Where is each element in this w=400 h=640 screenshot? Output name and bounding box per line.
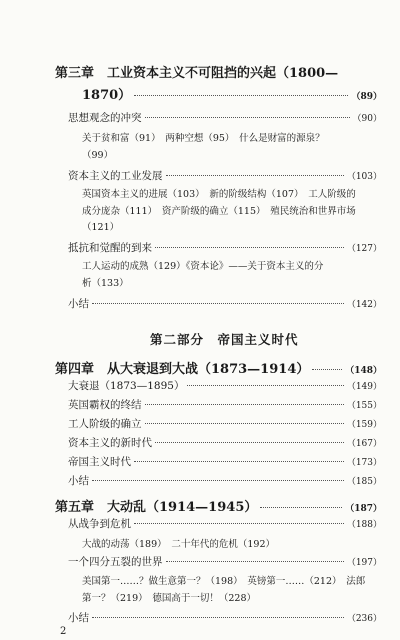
section-title: 资本主义的工业发展 xyxy=(68,170,163,182)
chapter-title: 第五章 大动乱（1914—1945） xyxy=(55,500,258,515)
section-title: 工人阶级的确立 xyxy=(68,418,142,430)
dot-leader xyxy=(260,507,342,508)
page-number: （89） xyxy=(351,92,382,102)
folio-page-number: 2 xyxy=(60,626,67,637)
chapter-5-entry xyxy=(55,496,382,515)
part-heading: 第二部分 帝国主义时代 xyxy=(150,332,299,347)
section-title: 帝国主义时代 xyxy=(68,456,131,468)
section-entry xyxy=(68,110,382,125)
chapter-3-entry xyxy=(82,84,382,103)
dot-leader xyxy=(187,385,343,386)
dot-leader xyxy=(155,247,344,248)
section-title: 一个四分五裂的世界 xyxy=(68,556,163,568)
section-entry xyxy=(68,435,382,450)
dot-leader xyxy=(92,480,344,481)
subsection-list: 大战的动荡（189） 二十年代的危机（192） xyxy=(82,539,276,550)
section-title: 大衰退（1873—1895） xyxy=(68,380,185,392)
dot-leader xyxy=(92,303,344,304)
section-title: 小结 xyxy=(68,612,89,624)
section-title: 抵抗和觉醒的到来 xyxy=(68,242,152,254)
subsection-list: 成分庞杂（111） 资产阶级的确立（115） 殖民统治和世界市场 xyxy=(82,206,356,217)
page-number: （187） xyxy=(345,504,382,514)
section-entry xyxy=(68,416,382,431)
dot-leader xyxy=(134,461,344,462)
section-title: 英国霸权的终结 xyxy=(68,399,142,411)
section-entry xyxy=(68,554,382,569)
chapter-4-entry xyxy=(55,358,382,377)
dot-leader xyxy=(134,95,348,96)
subsection-list: （121） xyxy=(82,222,120,233)
subsection-list: 美国第一……？做生意第一？（198） 英镑第一……（212） 法郎 xyxy=(82,576,366,587)
dot-leader xyxy=(145,423,344,424)
subsection-list: 关于贫和富（91） 两种空想（95） 什么是财富的源泉？ xyxy=(82,133,325,144)
page-number: （103） xyxy=(346,172,382,182)
chapter-3-title-line-1: 第三章 工业资本主义不可阻挡的兴起（1800— xyxy=(55,66,339,81)
dot-leader xyxy=(312,369,342,370)
dot-leader xyxy=(155,442,344,443)
section-entry xyxy=(68,296,382,311)
chapter-3-title-line-2: 1870） xyxy=(82,88,132,103)
dot-leader xyxy=(166,561,344,562)
dot-leader xyxy=(134,523,344,524)
page-number: （149） xyxy=(346,382,382,392)
page-number: （236） xyxy=(346,614,382,624)
chapter-title: 第四章 从大衰退到大战（1873—1914） xyxy=(55,362,310,377)
section-title: 从战争到危机 xyxy=(68,518,131,530)
section-entry xyxy=(68,168,382,183)
section-title: 小结 xyxy=(68,298,89,310)
section-entry xyxy=(68,378,382,393)
page-number: （127） xyxy=(346,244,382,254)
subsection-list: 第一？（219） 德国高于一切！（228） xyxy=(82,593,257,604)
page-number: （90） xyxy=(352,114,382,124)
dot-leader xyxy=(166,175,344,176)
page-number: （197） xyxy=(346,558,382,568)
section-entry xyxy=(68,454,382,469)
section-entry xyxy=(68,516,382,531)
subsection-list: 工人运动的成熟（129）《资本论》——关于资本主义的分 xyxy=(82,261,324,272)
page-number: （155） xyxy=(346,401,382,411)
page-number: （185） xyxy=(346,477,382,487)
section-title: 小结 xyxy=(68,475,89,487)
page-number: （159） xyxy=(346,420,382,430)
subsection-list: 英国资本主义的进展（103） 新的阶级结构（107） 工人阶级的 xyxy=(82,189,356,200)
dot-leader xyxy=(92,617,344,618)
page-number: （167） xyxy=(346,439,382,449)
dot-leader xyxy=(145,404,344,405)
subsection-list: 析（133） xyxy=(82,278,129,289)
section-title: 思想观念的冲突 xyxy=(68,112,142,124)
section-entry xyxy=(68,473,382,488)
section-entry xyxy=(68,610,382,625)
section-entry xyxy=(68,397,382,412)
page-number: （188） xyxy=(346,520,382,530)
page-number: （148） xyxy=(345,366,382,376)
subsection-list: （99） xyxy=(82,150,114,161)
page-number: （173） xyxy=(346,458,382,468)
section-title: 资本主义的新时代 xyxy=(68,437,152,449)
section-entry xyxy=(68,240,382,255)
page-number: （142） xyxy=(346,300,382,310)
dot-leader xyxy=(145,117,350,118)
